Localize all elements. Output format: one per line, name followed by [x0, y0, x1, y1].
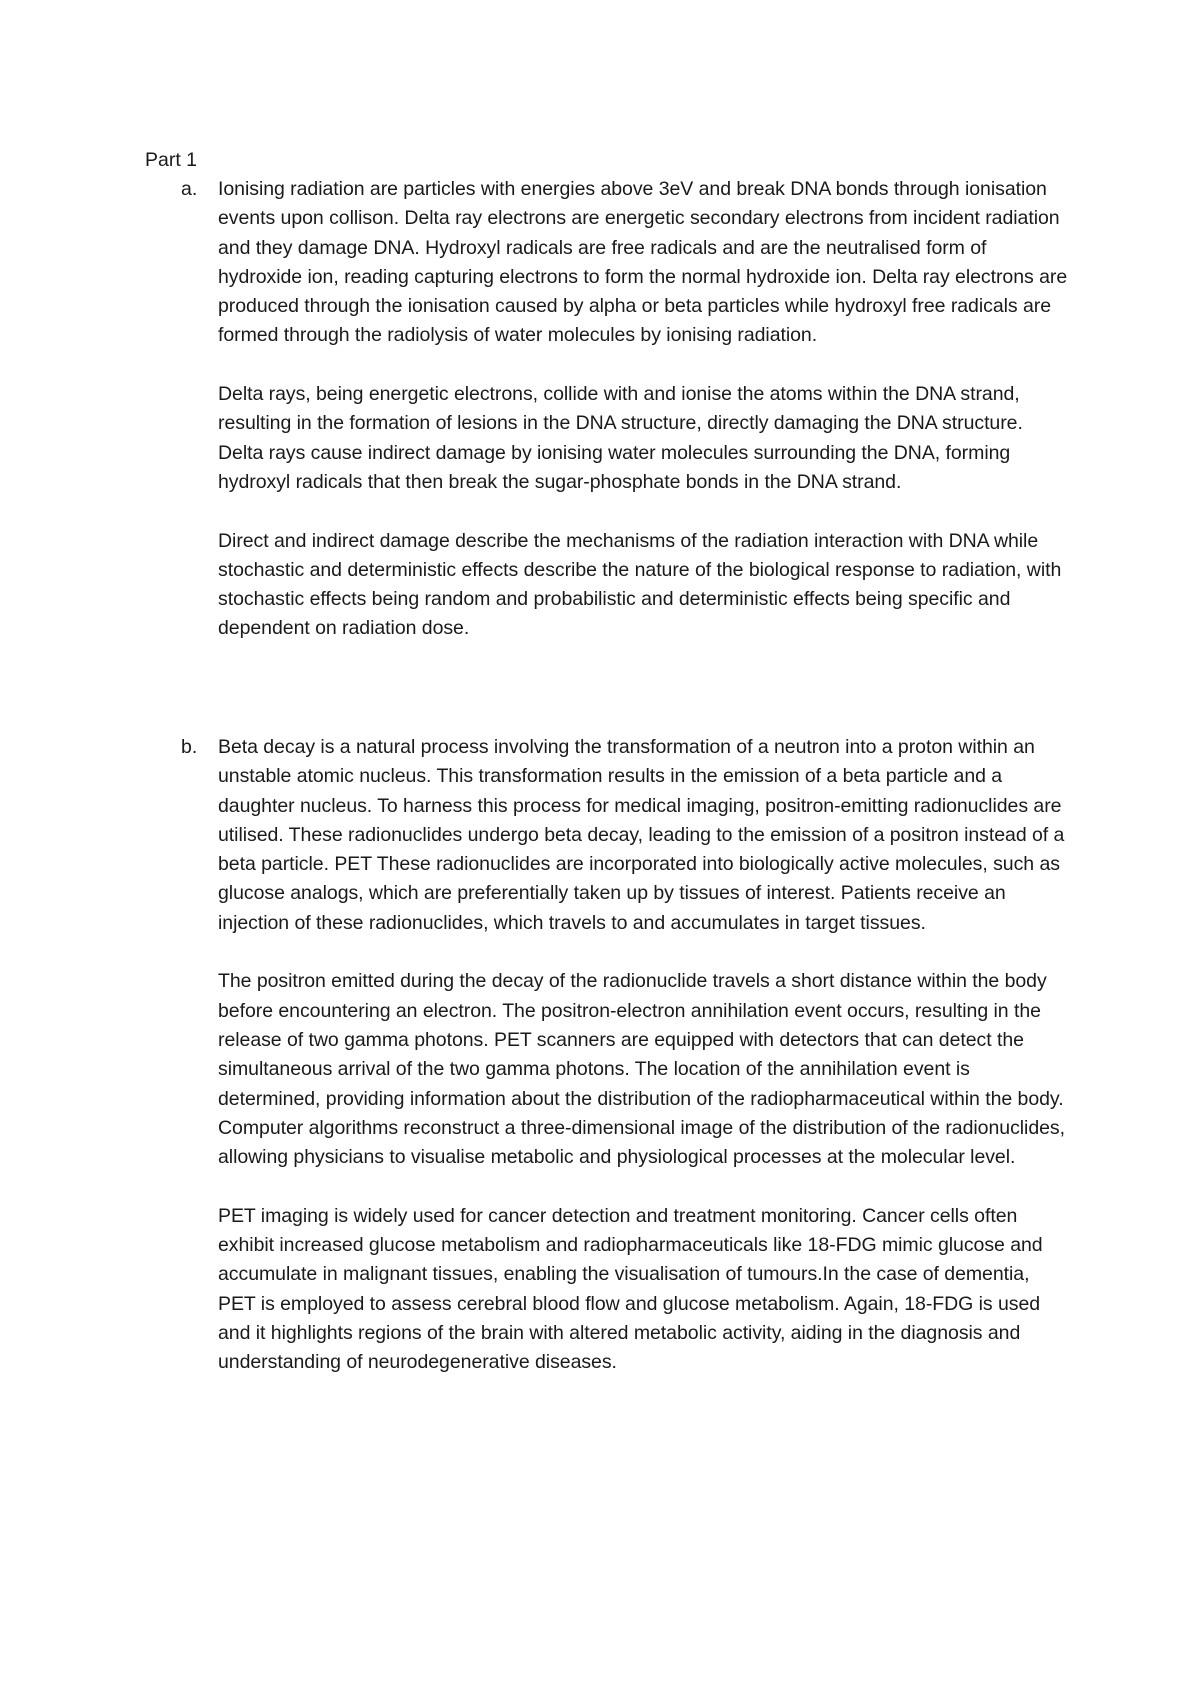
paragraph-a-3: Direct and indirect damage describe the mechanisms of the radiation interaction with DNA while stochastic and deterministic effects describe the nature of the biological response to radiation, with stochastic effects being random and probabilistic and deterministic effects being specific and dependent on radiation dose. — [218, 529, 1062, 640]
list-marker-b: b. — [181, 736, 198, 758]
paragraph-b-2: The positron emitted during the decay of the radionuclide travels a short distance within the body before encountering an electron. The positron-electron annihilation event occurs, resulting in the release of two gamma photons. PET scanners are equipped with detectors that can detect the simultaneous arrival of the two gamma photons. The location of the annihilation event is determined, providing information about the distribution of the radiopharmaceutical within the body. Computer algorithms reconstruct a three-dimensional image of the distribution of the radionuclides, allowing physicians to visualise metabolic and physiological processes at the molecular level. — [218, 970, 1065, 1169]
list-marker-a: a. — [181, 178, 198, 200]
page-heading: Part 1 — [145, 149, 198, 171]
paragraph-b-3: PET imaging is widely used for cancer detection and treatment monitoring. Cancer cells often exhibit increased glucose metabolism and radiopharmaceuticals like 18-FDG mimic glucose and accumulate in malignant tissues, enabling the visualisation of tumours.In the case of dementia, PET is employed to assess cerebral blood flow and glucose metabolism. Again, 18-FDG is used and it highlights regions of the brain with altered metabolic activity, aiding in the diagnosis and understanding of neurodegenerative diseases. — [218, 1204, 1043, 1374]
list-item-b-body — [218, 733, 1068, 1378]
paragraph-b-1: Beta decay is a natural process involving the transformation of a neutron into a proton within an unstable atomic nucleus. This transformation results in the emission of a beta particle and a daughter nucleus. To harness this process for medical imaging, positron-emitting radionuclides are utilised. These radionuclides undergo beta decay, leading to the emission of a positron instead of a beta particle. PET These radionuclides are incorporated into biologically active molecules, such as glucose analogs, which are preferentially taken up by tissues of interest. Patients receive an injection of these radionuclides, which travels to and accumulates in target tissues. — [218, 736, 1065, 934]
paragraph-a-2: Delta rays, being energetic electrons, collide with and ionise the atoms within the DNA strand, resulting in the formation of lesions in the DNA structure, directly damaging the DNA structure. Delta rays cause indirect damage by ionising water molecules surrounding the DNA, forming hydroxyl radicals that then break the sugar-phosphate bonds in the DNA strand. — [218, 383, 1023, 493]
paragraph-a-1: Ionising radiation are particles with energies above 3eV and break DNA bonds through ionisation events upon collison. Delta ray electrons are energetic secondary electrons from incident radiation and they damage DNA. Hydroxyl radicals are free radicals and are the neutralised form of hydroxide ion, reading capturing electrons to form the normal hydroxide ion. Delta ray electrons are produced through the ionisation caused by alpha or beta particles while hydroxyl free radicals are formed through the radiolysis of water molecules by ionising radiation. — [218, 178, 1068, 347]
list-item-a-body — [218, 175, 1068, 644]
